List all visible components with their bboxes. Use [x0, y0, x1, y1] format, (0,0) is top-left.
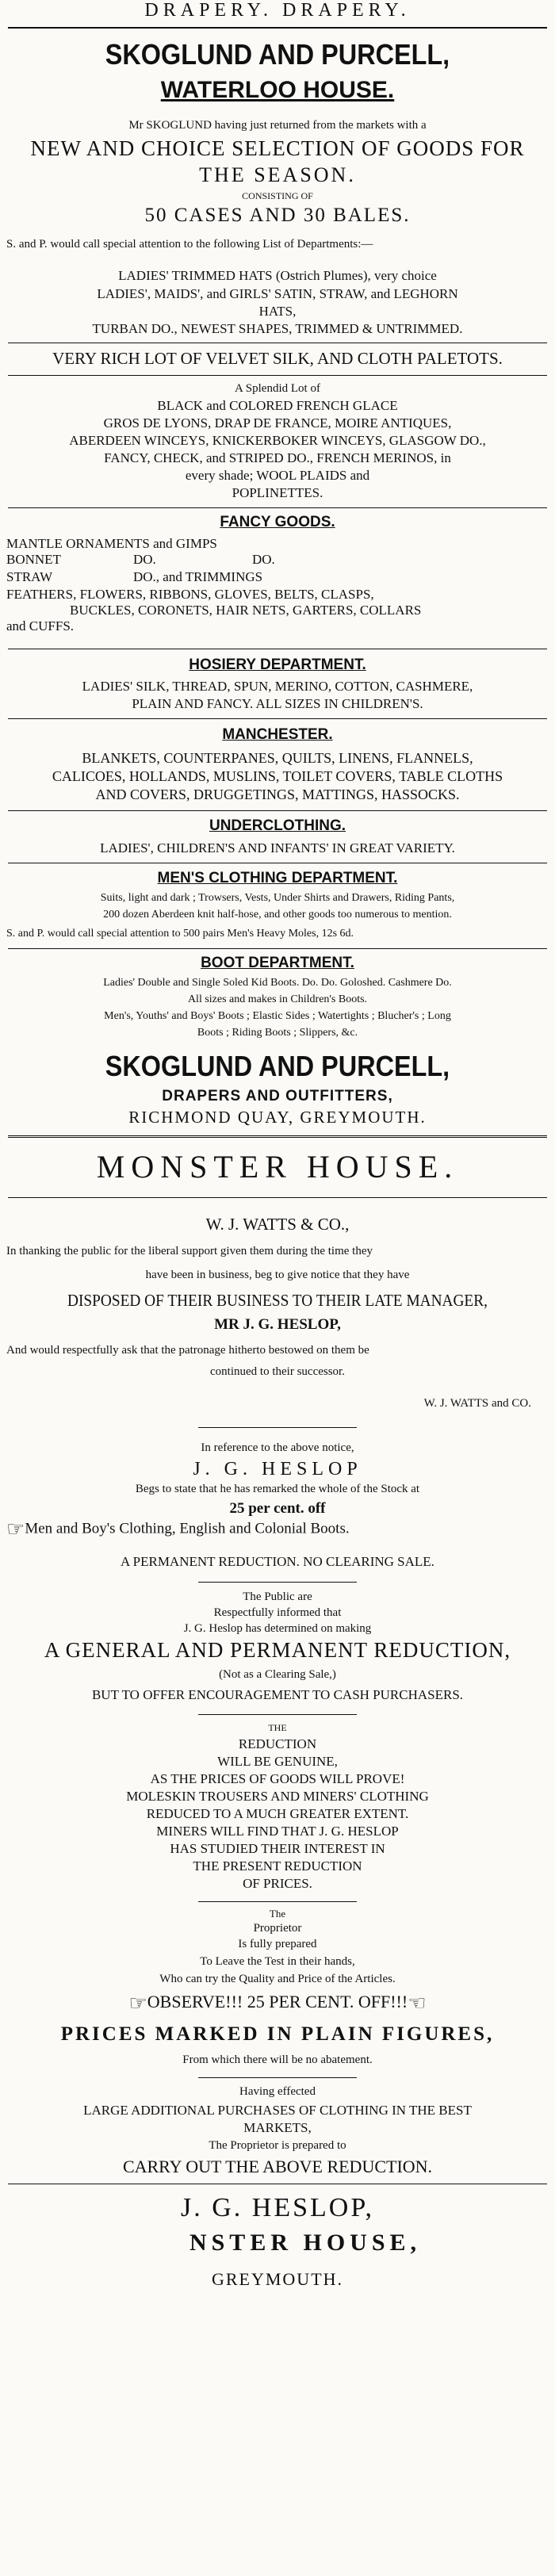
footer-house-name: NSTER HOUSE,	[189, 2230, 422, 2256]
cases-bales: 50 CASES AND 30 BALES.	[144, 205, 411, 226]
general-line: A GENERAL AND PERMANENT REDUCTION,	[44, 1638, 511, 1662]
reduced-line: REDUCED TO A MUCH GREATER EXTENT.	[146, 1806, 409, 1821]
remarked-line: Begs to state that he has remarked the whole of the Stock at	[135, 1483, 420, 1495]
fancy-line-3	[6, 569, 549, 587]
goods-text: Men and Boy's Clothing, English and Colonial Boots.	[25, 1520, 350, 1537]
boot-line-1: Ladies' Double and Single Soled Kid Boots. Do. Do. Goloshed. Cashmere Do.	[103, 977, 452, 989]
drapery-heading: DRAPERY. DRAPERY.	[144, 0, 411, 21]
boot-heading: BOOT DEPARTMENT.	[201, 955, 354, 971]
request-line-2: continued to their successor.	[210, 1365, 345, 1378]
large-purchases-line-2: MARKETS,	[243, 2120, 312, 2135]
fancy-line-2-c: DO.	[252, 552, 275, 567]
manager-name: MR J. G. HESLOP,	[214, 1316, 341, 1333]
splendid-line: A Splendid Lot of	[235, 382, 320, 395]
hosiery-line-2: PLAIN AND FANCY. ALL SIZES IN CHILDREN'S.	[132, 696, 423, 711]
present-line: THE PRESENT REDUCTION	[193, 1858, 362, 1874]
manchester-line-3: AND COVERS, DRUGGETINGS, MATTINGS, HASSOCKS.	[95, 787, 460, 802]
footer-town: GREYMOUTH.	[211, 2269, 344, 2289]
of-prices-line: OF PRICES.	[243, 1876, 312, 1891]
hosiery-line-1: LADIES' SILK, THREAD, SPUN, MERINO, COTTON, CASHMERE,	[82, 679, 473, 694]
disposed-line: DISPOSED OF THEIR BUSINESS TO THEIR LATE MANAGER,	[67, 1291, 488, 1310]
rule	[8, 948, 547, 949]
leave-test-line: To Leave the Test in their hands,	[200, 1955, 355, 1968]
prepared-to-line: The Proprietor is prepared to	[209, 2139, 346, 2152]
mens-line-1: Suits, light and dark ; Trowsers, Vests, Under Shirts and Drawers, Riding Pants,	[100, 892, 455, 904]
public-line: The Public are	[243, 1590, 312, 1603]
fancy-line-2	[6, 552, 549, 569]
fancy-line-2-b: DO.	[133, 552, 156, 567]
having-effected-line: Having effected	[239, 2085, 316, 2098]
glace-line: BLACK and COLORED FRENCH GLACE	[157, 398, 398, 413]
hats-line-3: HATS,	[258, 304, 297, 319]
manchester-heading: MANCHESTER.	[222, 726, 333, 743]
pointing-hand-right-icon: ☞	[128, 1992, 147, 2015]
observe-line	[0, 1992, 555, 2015]
reduction-word: REDUCTION	[238, 1736, 317, 1751]
consisting-of: CONSISTING OF	[242, 190, 313, 201]
short-rule	[198, 1427, 357, 1428]
hats-line-1: LADIES' TRIMMED HATS (Ostrich Plumes), very choice	[118, 268, 437, 283]
mens-line-2: 200 dozen Aberdeen knit half-hose, and other goods too numerous to mention.	[103, 909, 452, 921]
fancy-goods-list	[6, 536, 549, 634]
rule	[8, 810, 547, 811]
informed-line: Respectfully informed that	[213, 1606, 342, 1619]
footer-heslop-name: J. G. HESLOP,	[181, 2193, 374, 2222]
short-rule	[198, 1582, 357, 1583]
short-rule	[198, 1714, 357, 1715]
gros-line-4: every shade; WOOL PLAIDS and	[185, 468, 370, 483]
the-word: THE	[268, 1722, 287, 1733]
rule	[8, 507, 547, 508]
prove-line: AS THE PRICES OF GOODS WILL PROVE!	[150, 1771, 405, 1786]
attention-line: S. and P. would call special attention to the following List of Departments:—	[6, 238, 373, 251]
goods-line	[6, 1518, 555, 1541]
studied-line: HAS STUDIED THEIR INTEREST IN	[170, 1841, 385, 1856]
gros-line-2: ABERDEEN WINCEYS, KNICKERBOKER WINCEYS, GLASGOW DO.,	[69, 433, 486, 448]
encourage-line: BUT TO OFFER ENCOURAGEMENT TO CASH PURCHASERS.	[91, 1687, 464, 1702]
fancy-line-3-b: DO., and TRIMMINGS	[133, 569, 263, 584]
moleskin-line: MOLESKIN TROUSERS AND MINERS' CLOTHING	[126, 1789, 429, 1804]
footer-firm-name: SKOGLUND AND PURCELL,	[105, 1050, 450, 1082]
section-divider	[8, 1135, 547, 1138]
reference-line: In reference to the above notice,	[201, 1441, 354, 1454]
watts-signoff: W. J. WATTS and CO.	[423, 1397, 531, 1410]
no-abatement-line: From which there will be no abatement.	[182, 2054, 373, 2066]
gros-line-3: FANCY, CHECK, and STRIPED DO., FRENCH MERINOS, in	[104, 450, 451, 465]
the-proprietor-word: The	[269, 1908, 286, 1920]
boot-line-2: All sizes and makes in Children's Boots.	[187, 993, 368, 1005]
carry-out-line: CARRY OUT THE ABOVE REDUCTION.	[122, 2157, 433, 2176]
underclothing-line-1: LADIES', CHILDREN'S AND INFANTS' IN GREAT VARIETY.	[100, 840, 455, 855]
rule	[8, 718, 547, 719]
house-name: WATERLOO HOUSE.	[160, 77, 395, 103]
fancy-line-4: FEATHERS, FLOWERS, RIBBONS, GLOVES, BELTS, CLASPS,	[6, 587, 374, 602]
mens-line-3: S. and P. would call special attention to 500 pairs Men's Heavy Moles, 12s 6d.	[6, 928, 354, 940]
watts-firm: W. J. WATTS & CO.,	[205, 1215, 350, 1234]
underclothing-heading: UNDERCLOTHING.	[209, 817, 346, 834]
manchester-line-2: CALICOES, HOLLANDS, MUSLINS, TOILET COVERS, TABLE CLOTHS	[52, 768, 503, 784]
manchester-line-1: BLANKETS, COUNTERPANES, QUILTS, LINENS, FLANNELS,	[82, 750, 473, 766]
observe-text: OBSERVE!!! 25 PER CENT. OFF!!!	[147, 1992, 408, 2012]
short-rule	[198, 2077, 357, 2078]
determined-line: J. G. Heslop has determined on making	[183, 1622, 372, 1635]
footer-address: RICHMOND QUAY, GREYMOUTH.	[128, 1108, 427, 1127]
quality-line: Who can try the Quality and Price of the Articles.	[159, 1973, 396, 1985]
rule	[8, 27, 547, 29]
permanent-line: A PERMANENT REDUCTION. NO CLEARING SALE.	[121, 1554, 434, 1569]
intro-line-2: NEW AND CHOICE SELECTION OF GOODS FOR	[30, 136, 525, 160]
fancy-line-3-a: STRAW	[6, 569, 53, 584]
fancy-line-2-a: BONNET	[6, 552, 61, 567]
large-purchases-line-1: LARGE ADDITIONAL PURCHASES OF CLOTHING IN THE BEST	[83, 2103, 472, 2118]
paletots-line: VERY RICH LOT OF VELVET SILK, AND CLOTH PALETOTS.	[52, 349, 503, 368]
rule	[8, 1197, 547, 1198]
request-line-1: And would respectfully ask that the patronage hitherto bestowed on them be	[6, 1344, 369, 1357]
fancy-line-1: MANTLE ORNAMENTS and GIMPS	[6, 536, 217, 551]
not-clearing-line: (Not as a Clearing Sale,)	[219, 1668, 336, 1681]
fancy-line-6: and CUFFS.	[6, 618, 75, 633]
prepared-line: Is fully prepared	[238, 1938, 317, 1950]
rule	[8, 375, 547, 376]
footer-trade: DRAPERS AND OUTFITTERS,	[162, 1088, 393, 1104]
heslop-name: J. G. HESLOP	[193, 1459, 362, 1479]
percent-off: 25 per cent. off	[229, 1500, 326, 1517]
fancy-line-5: BUCKLES, CORONETS, HAIR NETS, GARTERS, COLLARS	[70, 603, 422, 618]
firm-name: SKOGLUND AND PURCELL,	[105, 38, 450, 71]
gros-line-5: POPLINETTES.	[232, 485, 323, 500]
intro-line-1: Mr SKOGLUND having just returned from the markets with a	[128, 119, 427, 132]
miners-line: MINERS WILL FIND THAT J. G. HESLOP	[156, 1824, 399, 1839]
thanks-line-2: have been in business, beg to give notice that they have	[145, 1269, 410, 1281]
proprietor-line: Proprietor	[253, 1922, 302, 1935]
hats-line-2: LADIES', MAIDS', and GIRLS' SATIN, STRAW, and LEGHORN	[97, 286, 458, 301]
genuine-line: WILL BE GENUINE,	[217, 1754, 338, 1769]
mens-clothing-heading: MEN'S CLOTHING DEPARTMENT.	[157, 870, 398, 886]
short-rule	[198, 1901, 357, 1902]
pointing-hand-icon: ☞	[6, 1518, 25, 1541]
pointing-hand-left-icon: ☜	[408, 1992, 427, 2015]
fancy-goods-heading: FANCY GOODS.	[220, 514, 335, 530]
intro-line-3: THE SEASON.	[199, 163, 356, 186]
hats-line-4: TURBAN DO., NEWEST SHAPES, TRIMMED & UNTRIMMED.	[92, 321, 463, 336]
boot-line-4: Boots ; Riding Boots ; Slippers, &c.	[197, 1027, 358, 1039]
thanks-line-1: In thanking the public for the liberal support given them during the time they	[6, 1245, 373, 1257]
monster-heading: MONSTER HOUSE.	[96, 1149, 459, 1185]
plain-figures-line: PRICES MARKED IN PLAIN FIGURES,	[60, 2023, 495, 2045]
boot-line-3: Men's, Youths' and Boys' Boots ; Elastic Sides ; Watertights ; Blucher's ; Long	[104, 1010, 451, 1022]
gros-line-1: GROS DE LYONS, DRAP DE FRANCE, MOIRE ANTIQUES,	[103, 415, 452, 431]
hosiery-heading: HOSIERY DEPARTMENT.	[189, 656, 366, 673]
